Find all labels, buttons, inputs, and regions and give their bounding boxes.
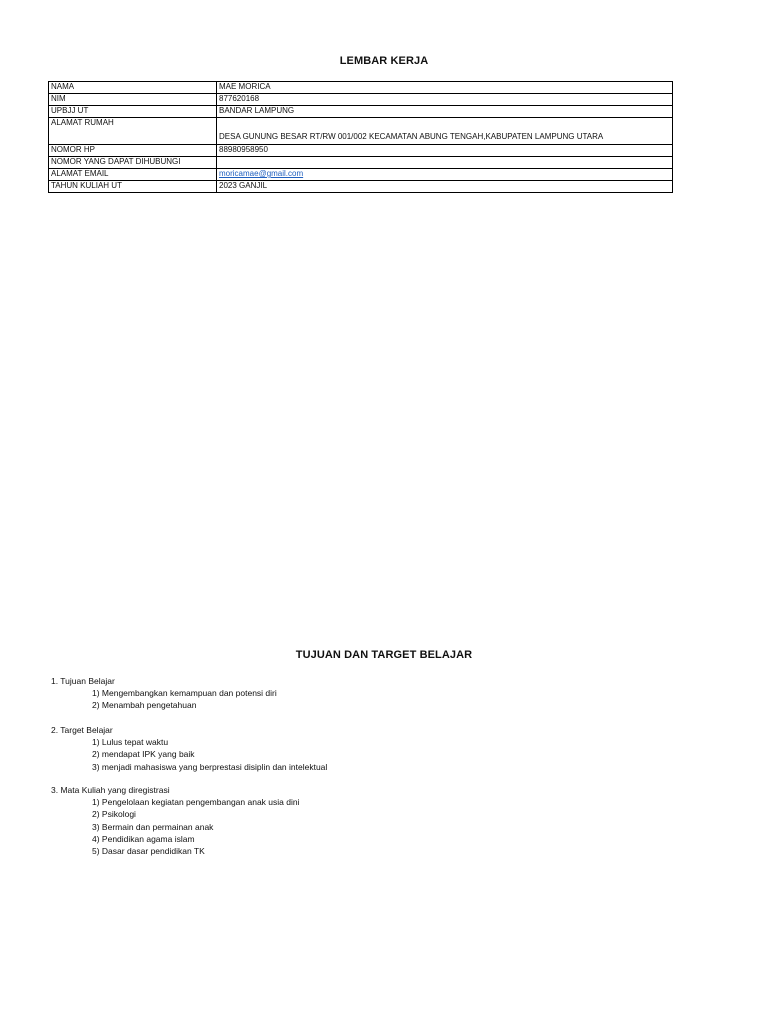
row-label-nim: NIM (49, 94, 217, 106)
row-value-tahun-kuliah: 2023 GANJIL (217, 181, 673, 193)
row-label-alamat-rumah: ALAMAT RUMAH (49, 118, 217, 145)
list-item: 4) Pendidikan agama islam (92, 833, 195, 844)
row-value-alamat-email (217, 169, 673, 181)
list-item: 5) Dasar dasar pendidikan TK (92, 846, 205, 857)
list-item: 1) Lulus tepat waktu (92, 737, 169, 748)
list-item: 2) Menambah pengetahuan (92, 700, 197, 711)
row-label-nomor-dihubungi: NOMOR YANG DAPAT DIHUBUNGI (49, 157, 217, 169)
row-value-nama: MAE MORICA (217, 82, 673, 94)
row-label-nama: NAMA (49, 82, 217, 94)
row-label-alamat-email: ALAMAT EMAIL (49, 169, 217, 181)
table-row (49, 106, 673, 118)
table-row (49, 181, 673, 193)
table-row (49, 118, 673, 145)
table-row (49, 169, 673, 181)
row-label-tahun-kuliah: TAHUN KULIAH UT (49, 181, 217, 193)
row-value-nomor-hp: 88980958950 (217, 145, 673, 157)
row-label-nomor-hp: NOMOR HP (49, 145, 217, 157)
list-item: 3) Bermain dan permainan anak (92, 821, 214, 832)
row-value-alamat-rumah: DESA GUNUNG BESAR RT/RW 001/002 KECAMATAN ABUNG TENGAH,KABUPATEN LAMPUNG UTARA (217, 118, 673, 145)
table-row (49, 94, 673, 106)
goals-title: TUJUAN DAN TARGET BELAJAR (295, 649, 473, 661)
row-value-nomor-dihubungi (217, 157, 673, 169)
email-link[interactable]: moricamae@gmail.com (219, 169, 304, 178)
list-item: 2) mendapat IPK yang baik (92, 749, 195, 760)
list-item: 3) menjadi mahasiswa yang berprestasi disiplin dan intelektual (92, 761, 328, 772)
table-row (49, 145, 673, 157)
list-item: 1) Mengembangkan kemampuan dan potensi diri (92, 688, 277, 699)
row-value-nim: 877620168 (217, 94, 673, 106)
section-target-belajar (51, 724, 327, 773)
list-item: 1) Pengelolaan kegiatan pengembangan anak usia dini (92, 797, 300, 808)
section-heading: 3. Mata Kuliah yang diregistrasi (51, 785, 170, 795)
row-label-upbjj: UPBJJ UT (49, 106, 217, 118)
worksheet-title: LEMBAR KERJA (339, 55, 429, 67)
section-heading: 1. Tujuan Belajar (51, 676, 115, 686)
section-heading: 2. Target Belajar (51, 725, 113, 735)
table-row (49, 82, 673, 94)
section-tujuan-belajar (51, 675, 277, 712)
section-mata-kuliah (51, 784, 299, 857)
table-row (49, 157, 673, 169)
row-value-upbjj: BANDAR LAMPUNG (217, 106, 673, 118)
student-info-table (48, 81, 673, 193)
list-item: 2) Psikologi (92, 809, 136, 820)
